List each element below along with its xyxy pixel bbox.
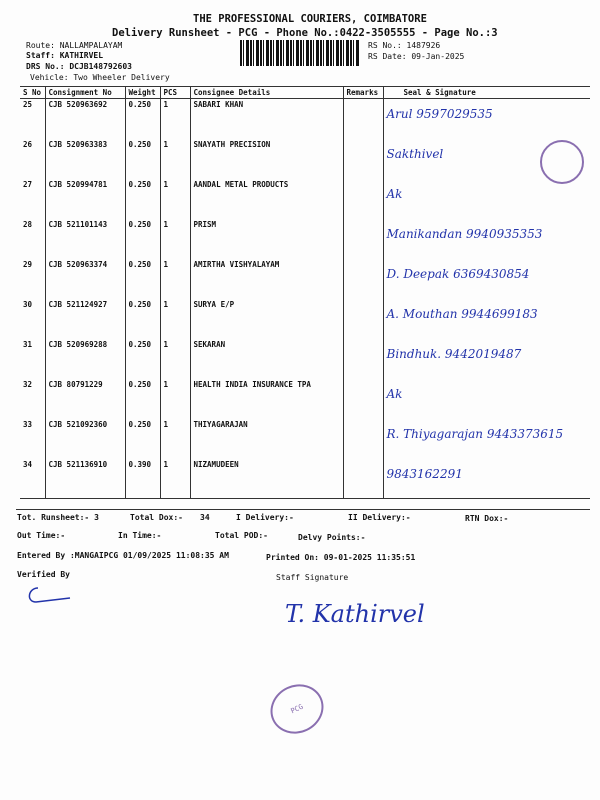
weight: 0.250 bbox=[125, 299, 160, 339]
table-row bbox=[20, 259, 590, 299]
weight: 0.250 bbox=[125, 179, 160, 219]
table-row bbox=[20, 179, 590, 219]
consignee: SURYA E/P bbox=[190, 299, 343, 339]
pcs: 1 bbox=[160, 99, 190, 139]
signature: D. Deepak 6369430854 bbox=[383, 259, 590, 299]
s-no: 26 bbox=[23, 139, 33, 149]
printed-on: Printed On: 09-01-2025 11:35:51 bbox=[266, 553, 416, 562]
rs-number: RS No.: 1487926 bbox=[368, 41, 441, 50]
pcs: 1 bbox=[160, 259, 190, 299]
remarks bbox=[343, 179, 383, 219]
staff: Staff: KATHIRVEL bbox=[26, 51, 104, 60]
delivery-points: Delvy Points:- bbox=[298, 533, 366, 542]
consignee: SEKARAN bbox=[190, 339, 343, 379]
verified-by-label: Verified By bbox=[17, 570, 70, 579]
s-no: 33 bbox=[23, 419, 33, 429]
signature: R. Thiyagarajan 9443373615 bbox=[383, 419, 590, 459]
remarks bbox=[343, 459, 383, 499]
weight: 0.250 bbox=[125, 99, 160, 139]
consignee: SNAYATH PRECISION bbox=[190, 139, 343, 179]
remarks bbox=[343, 339, 383, 379]
consignee: SABARI KHAN bbox=[190, 99, 343, 139]
s-no: 29 bbox=[23, 259, 33, 269]
total-dox-value: 34 bbox=[200, 513, 210, 522]
col-remarks: Remarks bbox=[343, 87, 383, 99]
in-time: In Time:- bbox=[118, 531, 162, 540]
remarks bbox=[343, 419, 383, 459]
staff-signature: T. Kathirvel bbox=[285, 600, 425, 628]
s-no: 25 bbox=[23, 100, 33, 109]
col-consignee: Consignee Details bbox=[190, 87, 343, 99]
consignment-no: CJB 520994781 bbox=[45, 179, 125, 219]
consignee: PRISM bbox=[190, 219, 343, 259]
weight: 0.250 bbox=[125, 379, 160, 419]
consignment-no: CJB 520963692 bbox=[45, 99, 125, 139]
entered-by: Entered By :MANGAIPCG 01/09/2025 11:08:35 AM bbox=[17, 551, 229, 560]
consignment-no: CJB 520969288 bbox=[45, 339, 125, 379]
s-no: 34 bbox=[20, 459, 45, 499]
col-pcs: PCS bbox=[160, 87, 190, 99]
consignment-no: CJB 521124927 bbox=[45, 299, 125, 339]
s-no: 27 bbox=[23, 179, 33, 189]
pcs: 1 bbox=[160, 339, 190, 379]
table-row bbox=[20, 139, 590, 179]
remarks bbox=[343, 299, 383, 339]
runsheet-title: Delivery Runsheet - PCG - Phone No.:0422-3505555 - Page No.:3 bbox=[112, 27, 498, 39]
weight: 0.250 bbox=[125, 139, 160, 179]
table-row bbox=[20, 99, 590, 139]
rs-date: RS Date: 09-Jan-2025 bbox=[368, 52, 465, 61]
weight: 0.250 bbox=[125, 259, 160, 299]
remarks bbox=[343, 259, 383, 299]
staff-signature-label: Staff Signature bbox=[276, 573, 349, 582]
remarks bbox=[343, 379, 383, 419]
consignment-no: CJB 520963374 bbox=[45, 259, 125, 299]
signature: Ak bbox=[383, 379, 590, 419]
drs-number: DRS No.: DCJB148792603 bbox=[26, 62, 132, 71]
table-row bbox=[20, 419, 590, 459]
signature: Manikandan 9940935353 bbox=[383, 219, 590, 259]
consignee: THIYAGARAJAN bbox=[190, 419, 343, 459]
signature: Arul 9597029535 bbox=[383, 99, 590, 139]
pcs: 1 bbox=[160, 179, 190, 219]
table-row bbox=[20, 339, 590, 379]
col-consignment: Consignment No bbox=[45, 87, 125, 99]
vehicle: Vehicle: Two Wheeler Delivery bbox=[30, 73, 170, 82]
barcode bbox=[240, 40, 360, 66]
verifier-signature bbox=[24, 584, 74, 606]
remarks bbox=[343, 99, 383, 139]
weight: 0.250 bbox=[125, 419, 160, 459]
consignee: AANDAL METAL PRODUCTS bbox=[190, 179, 343, 219]
s-no: 28 bbox=[23, 219, 33, 229]
out-time: Out Time:- bbox=[17, 531, 66, 540]
remarks bbox=[343, 139, 383, 179]
consignment-no: CJB 521092360 bbox=[45, 419, 125, 459]
col-sno: S No bbox=[20, 87, 45, 99]
table-row bbox=[20, 299, 590, 339]
i-delivery: I Delivery:- bbox=[236, 513, 294, 522]
consignment-no: CJB 520963383 bbox=[45, 139, 125, 179]
consignment-no: CJB 80791229 bbox=[45, 379, 125, 419]
s-no: 32 bbox=[23, 379, 33, 389]
col-signature: Seal & Signature bbox=[383, 87, 590, 99]
consignment-no: CJB 521136910 bbox=[45, 459, 125, 499]
pcs: 1 bbox=[160, 379, 190, 419]
signature: Bindhuk. 9442019487 bbox=[383, 339, 590, 379]
route: Route: NALLAMPALAYAM bbox=[26, 41, 123, 50]
pcs: 1 bbox=[160, 419, 190, 459]
consignee: AMIRTHA VISHYALAYAM bbox=[190, 259, 343, 299]
rtn-dox: RTN Dox:- bbox=[465, 514, 509, 523]
runsheet-table bbox=[20, 86, 590, 499]
s-no: 30 bbox=[23, 299, 33, 309]
consignee: HEALTH INDIA INSURANCE TPA bbox=[190, 379, 343, 419]
table-row bbox=[20, 379, 590, 419]
ii-delivery: II Delivery:- bbox=[348, 513, 411, 522]
divider bbox=[16, 509, 590, 510]
signature: Ak bbox=[383, 179, 590, 219]
pcs: 1 bbox=[160, 139, 190, 179]
tot-runsheet: Tot. Runsheet:- 3 bbox=[17, 513, 99, 522]
pcs: 1 bbox=[160, 299, 190, 339]
table-row bbox=[20, 459, 590, 499]
company-name: THE PROFESSIONAL COURIERS, COIMBATORE bbox=[193, 13, 427, 25]
signature: 9843162291 bbox=[383, 459, 590, 499]
signature: Sakthivel bbox=[383, 139, 590, 179]
consignment-no: CJB 521101143 bbox=[45, 219, 125, 259]
remarks bbox=[343, 219, 383, 259]
consignee: NIZAMUDEEN bbox=[190, 459, 343, 499]
weight: 0.390 bbox=[125, 459, 160, 499]
s-no: 31 bbox=[23, 339, 33, 349]
total-dox-label: Total Dox:- bbox=[130, 513, 183, 522]
col-weight: Weight bbox=[125, 87, 160, 99]
weight: 0.250 bbox=[125, 219, 160, 259]
weight: 0.250 bbox=[125, 339, 160, 379]
pcs: 1 bbox=[160, 459, 190, 499]
pcg-stamp: PCG bbox=[262, 676, 331, 742]
table-row bbox=[20, 219, 590, 259]
company-seal-stamp bbox=[540, 140, 584, 184]
pcs: 1 bbox=[160, 219, 190, 259]
total-pod: Total POD:- bbox=[215, 531, 268, 540]
signature: A. Mouthan 9944699183 bbox=[383, 299, 590, 339]
